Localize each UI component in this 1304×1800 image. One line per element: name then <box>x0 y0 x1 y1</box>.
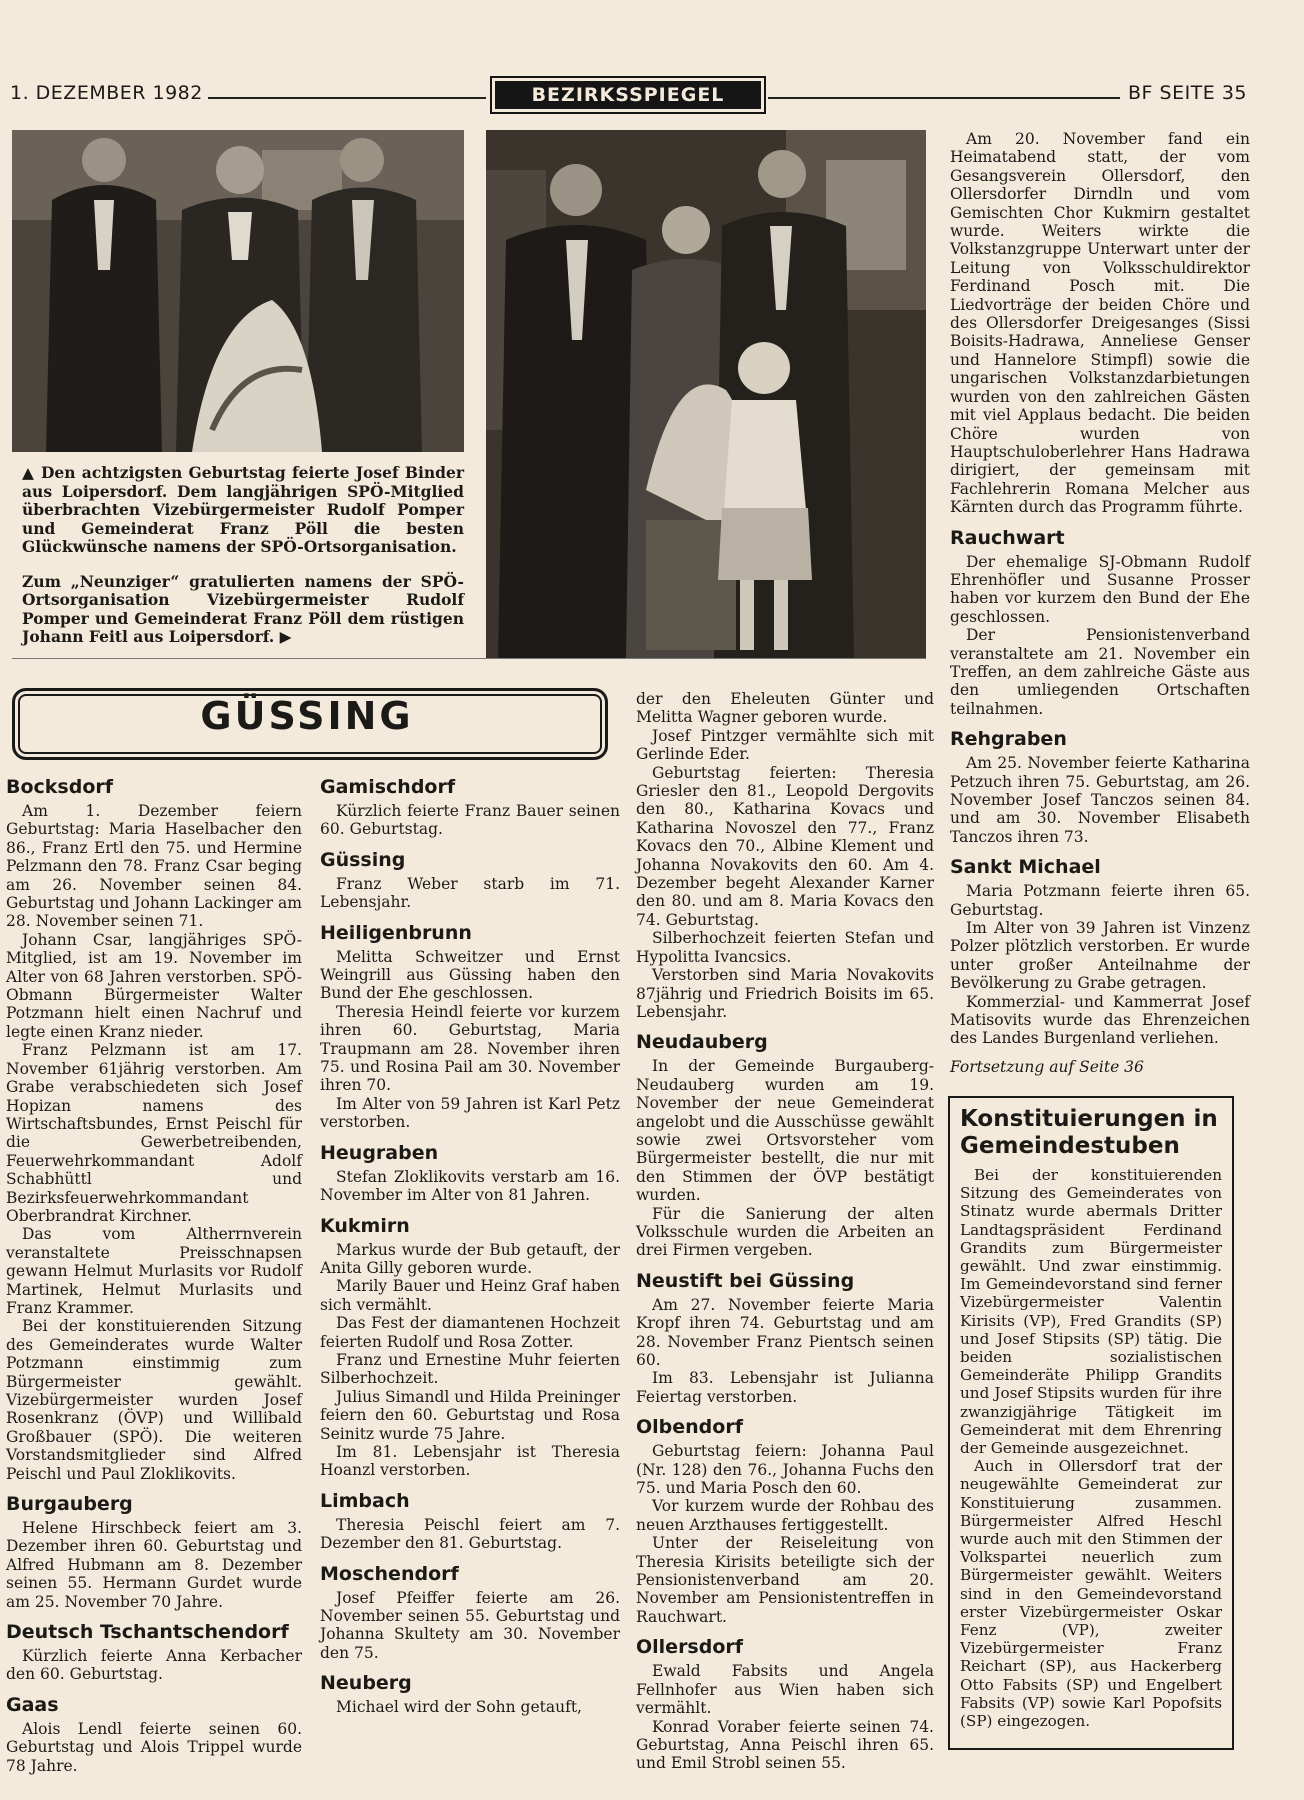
paragraph: Vor kurzem wurde der Rohbau des neuen Arzthauses fertiggestellt. <box>636 1497 934 1534</box>
column-1 <box>6 776 302 1775</box>
paragraph: Josef Pfeiffer feierte am 26. November seinen 55. Geburtstag und Johanna Skultety am 30. November den 75. <box>320 1588 620 1662</box>
paragraph: Melitta Schweitzer und Ernst Weingrill aus Güssing haben den Bund der Ehe geschlossen. <box>320 947 620 1003</box>
heading-gaas: Gaas <box>6 1693 59 1716</box>
header-rule-right <box>768 97 1120 99</box>
heading-neuberg: Neuberg <box>320 1672 412 1695</box>
issue-date: 1. DEZEMBER 1982 <box>10 82 203 104</box>
paragraph: Helene Hirschbeck feiert am 3. Dezember ihren 60. Geburtstag und Alfred Hubmann am 8. Dezember seinen 55. Hermann Gurdet wurde am 25. November 70 Jahre. <box>6 1519 302 1611</box>
heading-moschendorf: Moschendorf <box>320 1562 459 1585</box>
paragraph: Am 20. November fand ein Heimatabend statt, der vom Gesangsverein Ollersdorf, den Ollersdorfer Dirndln und vom Gemischten Chor Kukmirn gestaltet wurde. Weiters wirkte die Volkstanzgruppe Unterwart unter der Leitung von Volksschuldirektor Ferdinand Posch mit. Die Liedvorträge der beiden Chöre und des Ollersdorfer Dreigesanges (Sissi Boisits-Hadrawa, Anneliese Genser und Hannelore Stimpfl) sowie die ungarischen Volkstanzdarbietungen wurden von den zahlreichen Gästen mit viel Applaus bedacht. Die beiden Chöre wurden von Hauptschuloberlehrer Hans Hadrawa dirigiert, der gemeinsam mit Fachlehrerin Romana Melcher aus Kärnten durch das Programm führte. <box>950 130 1250 517</box>
paragraph: Kürzlich feierte Anna Kerbacher den 60. Geburtstag. <box>6 1647 302 1684</box>
section-title: GÜSSING <box>200 694 414 738</box>
paragraph: Alois Lendl feierte seinen 60. Geburtstag und Alois Trippel wurde 78 Jahre. <box>6 1719 302 1775</box>
paragraph: Im Alter von 39 Jahren ist Vinzenz Polzer plötzlich verstorben. Er wurde unter großer Anteilnahme der Bevölkerung zu Grabe getragen. <box>950 919 1250 993</box>
sidebar-box <box>948 1096 1234 1750</box>
paragraph: Im 81. Lebensjahr ist Theresia Hoanzl verstorben. <box>320 1442 620 1480</box>
caption-feitl: Zum „Neunziger“ gratulierten namens der SPÖ-Ortsorganisation Vizebürgermeister Rudolf Pomper und Gemeinderat Franz Pöll dem rüstigen Johann Feitl aus Loipersdorf. ▶ <box>22 571 464 646</box>
paragraph: Silberhochzeit feierten Stefan und Hypolitta Ivancsics. <box>636 929 934 966</box>
paragraph: Stefan Zloklikovits verstarb am 16. November im Alter von 81 Jahren. <box>320 1167 620 1205</box>
heading-limbach: Limbach <box>320 1489 410 1512</box>
heading-heugraben: Heugraben <box>320 1141 439 1164</box>
paragraph: Am 27. November feierte Maria Kropf ihren 74. Geburtstag und am 28. November Franz Pientsch seinen 60. <box>636 1295 934 1369</box>
heading-sankt-michael: Sankt Michael <box>950 856 1101 879</box>
paragraph: In der Gemeinde Burgauberg-Neudauberg wurden am 19. November der neue Gemeinderat angelobt und die Ausschüsse gewählt sowie zwei Ortsvorsteher vom Bürgermeister bestellt, die nur mit den Stimmen der ÖVP bestätigt wurden. <box>636 1057 934 1205</box>
heading-neudauberg: Neudauberg <box>636 1031 768 1054</box>
paragraph: Michael wird der Sohn getauft, <box>336 1698 582 1717</box>
sidebox-title: Konstituierungen in Gemeindestuben <box>960 1106 1218 1159</box>
paragraph: Franz Weber starb im 71. Lebensjahr. <box>320 874 620 912</box>
page-number: BF SEITE 35 <box>1128 82 1247 104</box>
paragraph: Im Alter von 59 Jahren ist Karl Petz verstorben. <box>320 1094 620 1132</box>
heading-olbendorf: Olbendorf <box>636 1416 743 1439</box>
heading-kukmirn: Kukmirn <box>320 1214 410 1237</box>
paragraph: Am 25. November feierte Katharina Petzuch ihren 75. Geburtstag, am 26. November Josef Tanczos seinen 84. und am 30. November Elisabeth Tanczos ihren 73. <box>950 754 1250 846</box>
paragraph: Der ehemalige SJ-Obmann Rudolf Ehrenhöfler und Susanne Prosser haben vor kurzem den Bund der Ehe geschlossen. <box>950 552 1250 626</box>
paragraph: Im 83. Lebensjahr ist Julianna Feiertag verstorben. <box>636 1369 934 1406</box>
continuation-note: Fortsetzung auf Seite 36 <box>950 1057 1144 1076</box>
paragraph: Für die Sanierung der alten Volksschule wurden die Arbeiten an drei Firmen vergeben. <box>636 1204 934 1260</box>
divider <box>12 658 926 659</box>
paragraph: Unter der Reiseleitung von Theresia Kirisits beteiligte sich der Pensionistenverband am 20. November am Pensionistentreffen in Rauchwart. <box>636 1534 934 1626</box>
paragraph: Theresia Peischl feiert am 7. Dezember den 81. Geburtstag. <box>320 1515 620 1553</box>
paragraph: Das vom Altherrnverein veranstaltete Preisschnapsen gewann Helmut Murlasits vor Rudolf Martinek, Helmut Murlasits und Franz Krammer. <box>6 1225 302 1317</box>
paragraph-continued: der den Eheleuten Günter und Melitta Wagner geboren wurde. <box>636 690 934 727</box>
column-3 <box>636 690 934 1773</box>
heading-ollersdorf: Ollersdorf <box>636 1636 744 1659</box>
paragraph: Markus wurde der Bub getauft, der Anita Gilly geboren wurde. <box>320 1240 620 1277</box>
photo-binder-birthday <box>12 130 464 452</box>
paragraph: Johann Csar, langjähriges SPÖ-Mitglied, ist am 19. November im Alter von 68 Jahren verstorben. SPÖ-Obmann Bürgermeister Walter Potzmann hielt einen Nachruf und legte einen Kranz nieder. <box>6 930 302 1041</box>
column-2 <box>320 776 620 1717</box>
heading-burgauberg: Burgauberg <box>6 1493 133 1516</box>
heading-heiligenbrunn: Heiligenbrunn <box>320 921 472 944</box>
paragraph: Kürzlich feierte Franz Bauer seinen 60. Geburtstag. <box>320 802 620 839</box>
paragraph: Bei der konstituierenden Sitzung des Gemeinderates wurde Walter Potzmann einstimmig zum Bürgermeister gewählt. Vizebürgermeister wurden Josef Rosenkranz (ÖVP) und Willibald Großbauer (SPÖ). Die weiteren Vorstandsmitglieder sind Alfred Peischl und Paul Zloklikovits. <box>6 1317 302 1483</box>
column-4 <box>950 130 1250 1076</box>
section-banner: BEZIRKSSPIEGEL <box>490 76 766 114</box>
photo-captions <box>22 464 464 663</box>
paragraph: Geburtstag feierten: Theresia Griesler den 81., Leopold Dergovits den 80., Katharina Kovacs und Katharina Novoszel den 77., Franz Kovacs den 70., Albine Klement und Johanna Novakovits den 60. Am 4. Dezember begeht Alexander Karner den 80. und am 8. Maria Kovacs den 74. Geburtstag. <box>636 763 934 929</box>
heading-bocksdorf: Bocksdorf <box>6 776 114 798</box>
paragraph: Am 1. Dezember feiern Geburtstag: Maria Haselbacher den 86., Franz Ertl den 75. und Hermine Pelzmann den 78. Franz Csar beging am 26. November seinen 84. Geburtstag und Johann Lackinger am 28. November seinen 71. <box>6 802 302 931</box>
paragraph: Verstorben sind Maria Novakovits 87jährig und Friedrich Boisits im 65. Lebensjahr. <box>636 966 934 1021</box>
heading-neustift: Neustift bei Güssing <box>636 1269 855 1292</box>
paragraph: Marily Bauer und Heinz Graf haben sich vermählt. <box>320 1277 620 1314</box>
photo-feitl-birthday <box>486 130 926 658</box>
paragraph: Josef Pintzger vermählte sich mit Gerlinde Eder. <box>636 726 934 764</box>
heading-deutsch-tschantschendorf: Deutsch Tschantschendorf <box>6 1621 289 1644</box>
paragraph: Bei der konstituierenden Sitzung des Gemeinderates von Stinatz wurde abermals Dritter Landtagspräsident Ferdinand Grandits zum Bürgermeister gewählt. Und zwar einstimmig. Im Gemeindevorstand sind ferner Vizebürgermeister Valentin Kirisits (VP), Fred Grandits (SP) und Josef Stipsits (SP) tätig. Die beiden sozialistischen Gemeinderäte Philipp Grandits und Josef Stipsits wurden für ihre zwanzigjährige Tätigkeit im Gemeinderat mit dem Ehrenring der Gemeinde ausgezeichnet. <box>960 1166 1222 1458</box>
paragraph: Auch in Ollersdorf trat der neugewählte Gemeinderat zur Konstituierung zusammen. Bürgermeister Alfred Heschl wurde auch mit den Stimmen der Volkspartei neuerlich zum Bürgermeister gewählt. Weiters sind in den Gemeindevorstand erster Vizebürgermeister Oskar Fenz (VP), zweiter Vizebürgermeister Franz Reichart (SP), aus Hackerberg Otto Fabsits (SP) und Engelbert Fabsits (VP) sowie Karl Popofsits (SP) eingezogen. <box>960 1457 1222 1731</box>
paragraph: Kommerzial- und Kammerrat Josef Matisovits wurde das Ehrenzeichen des Landes Burgenland verliehen. <box>950 992 1250 1048</box>
header-rule-left <box>208 97 486 99</box>
paragraph: Julius Simandl und Hilda Preininger feiern den 60. Geburtstag und Rosa Seinitz wurde 75 Jahre. <box>320 1387 621 1443</box>
paragraph: Maria Potzmann feierte ihren 65. Geburtstag. <box>950 882 1250 919</box>
paragraph: Geburtstag feiern: Johanna Paul (Nr. 128) den 76., Johanna Fuchs den 75. und Maria Posch den 60. <box>636 1442 934 1498</box>
paragraph: Ewald Fabsits und Angela Fellnhofer aus Wien haben sich vermählt. <box>636 1662 934 1718</box>
heading-guessing: Güssing <box>320 848 406 871</box>
paragraph: Franz und Ernestine Muhr feierten Silberhochzeit. <box>320 1350 620 1388</box>
heading-rauchwart: Rauchwart <box>950 526 1065 549</box>
paragraph: Der Pensionistenverband veranstaltete am 21. November ein Treffen, an dem zahlreiche Gäste aus den umliegenden Ortschaften teilnahmen. <box>950 626 1250 718</box>
paragraph: Das Fest der diamantenen Hochzeit feierten Rudolf und Rosa Zotter. <box>320 1314 620 1351</box>
heading-rehgraben: Rehgraben <box>950 728 1067 751</box>
caption-binder: ▲ Den achtzigsten Geburtstag feierte Josef Binder aus Loipersdorf. Dem langjährigen SPÖ-Mitglied überbrachten Vizebürgermeister Rudolf Pomper und Gemeinderat Franz Pöll die besten Glückwünsche namens der SPÖ-Ortsorganisation. <box>22 463 464 556</box>
paragraph: Konrad Voraber feierte seinen 74. Geburtstag, Anna Peischl ihren 65. und Emil Strobl seinen 55. <box>636 1717 934 1773</box>
paragraph: Franz Pelzmann ist am 17. November 61jährig verstorben. Am Grabe verabschiedeten sich Josef Hopizan namens des Wirtschaftsbundes, Ernst Peischl für die Gewerbetreibenden, Feuerwehrkommandant Adolf Schabhüttl und Bezirksfeuerwehrkommandant Oberbrandrat Kirchner. <box>6 1041 302 1225</box>
paragraph: Theresia Heindl feierte vor kurzem ihren 60. Geburtstag, Maria Traupmann am 28. November ihren 75. und Rosina Pail am 30. November ihren 70. <box>320 1002 620 1095</box>
heading-gamischdorf: Gamischdorf <box>320 776 456 798</box>
